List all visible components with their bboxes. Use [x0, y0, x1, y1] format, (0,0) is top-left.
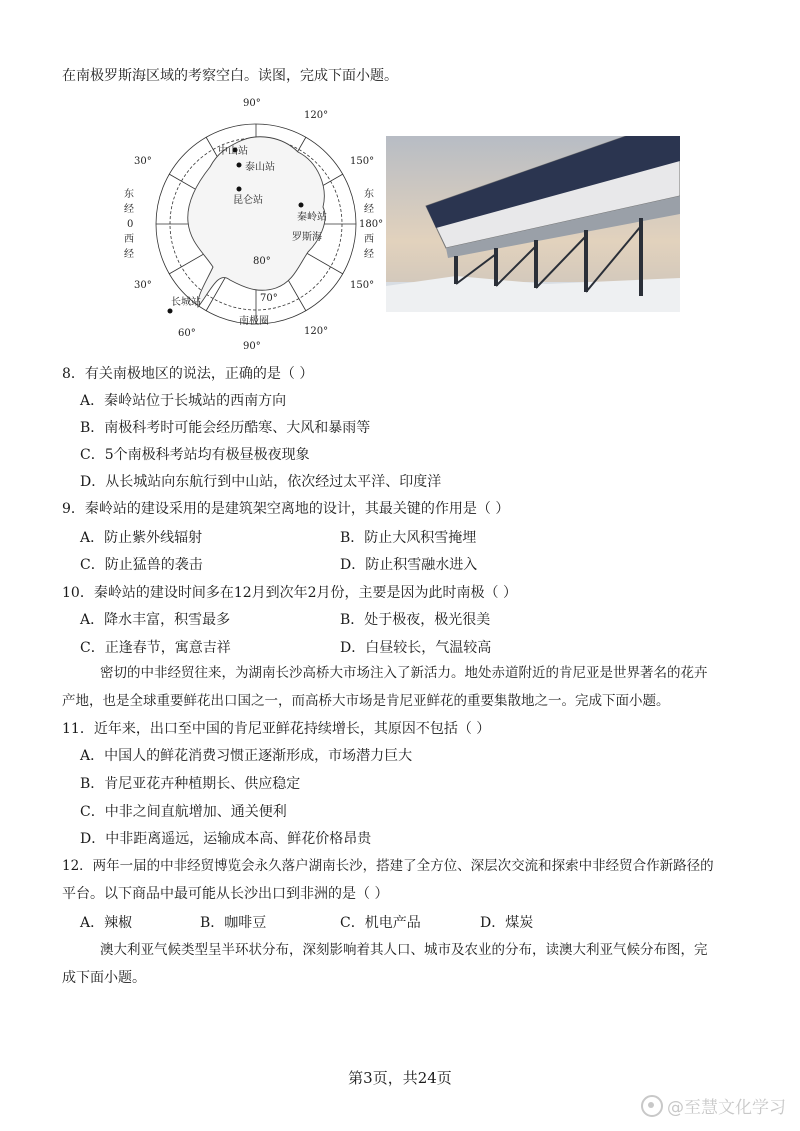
q8-option-c[interactable]: C．5个南极科考站均有极昼极夜现象: [80, 447, 310, 463]
deg-top: 90°: [243, 98, 261, 109]
station-label-zhongshan: 中山站: [218, 146, 248, 157]
q8-option-d[interactable]: D．从长城站向东航行到中山站，依次经过太平洋、印度洋: [80, 474, 442, 490]
deg-top-right: 120°: [304, 110, 329, 121]
deg-lat80: 80°: [253, 256, 271, 267]
q12-stem-line1: 12．两年一届的中非经贸博览会永久落户湖南长沙，搭建了全方位、深层次交流和探索中非经贸合作新路径的: [62, 858, 714, 874]
passage2-line2: 产地，也是全球重要鲜花出口国之一，而高桥大市场是肯尼亚鲜花的重要集散地之一。完成下面小题。: [62, 693, 670, 709]
kunlun-marker: [237, 187, 242, 192]
antarctica-map: [118, 92, 384, 354]
right-side-labels: [359, 187, 383, 260]
deg-bottom-left: 60°: [178, 328, 196, 339]
q10-stem: 10．秦岭站的建设时间多在12月到次年2月份，主要是因为此时南极（ ）: [62, 585, 517, 601]
left-side-labels: [124, 187, 134, 260]
antarctic-circle-label: 南极圈: [239, 316, 269, 327]
q11-option-d[interactable]: D．中非距离遥远，运输成本高、鲜花价格昂贵: [80, 831, 372, 847]
q10-option-c[interactable]: C．正逢春节，寓意吉祥: [80, 640, 231, 656]
watermark-text: @至慧文化学习: [667, 1098, 786, 1118]
station-label-kunlun: 昆仑站: [233, 195, 263, 206]
svg-text:经: 经: [124, 204, 134, 215]
svg-text:0: 0: [127, 219, 134, 230]
q11-option-a[interactable]: A．中国人的鲜花消费习惯正逐渐形成，市场潜力巨大: [80, 748, 413, 764]
q9-option-c[interactable]: C．防止猛兽的袭击: [80, 557, 203, 573]
deg-left-lower: 30°: [134, 280, 152, 291]
station-label-taishan: 泰山站: [245, 162, 275, 173]
q9-option-b[interactable]: B．防止大风积雪掩埋: [340, 530, 477, 546]
passage3-line1: 澳大利亚气候类型呈半环状分布，深刻影响着其人口、城市及农业的分布，读澳大利亚气候分布图，完: [100, 942, 708, 958]
deg-lat70: 70°: [260, 293, 278, 304]
q12-option-c[interactable]: C．机电产品: [340, 915, 421, 931]
svg-text:180°: 180°: [359, 219, 384, 230]
svg-text:西: 西: [124, 234, 134, 245]
q8-stem: 8．有关南极地区的说法，正确的是（ ）: [62, 366, 314, 382]
svg-text:经: 经: [124, 249, 134, 260]
q9-option-a[interactable]: A．防止紫外线辐射: [80, 530, 203, 546]
deg-bottom: 90°: [243, 341, 261, 352]
q8-option-b[interactable]: B．南极科考时可能会经历酷寒、大风和暴雨等: [80, 420, 371, 436]
svg-text:西: 西: [364, 234, 374, 245]
q12-option-a[interactable]: A．辣椒: [80, 915, 133, 931]
watermark: [641, 1093, 786, 1118]
taishan-marker: [237, 163, 242, 168]
q10-option-a[interactable]: A．降水丰富，积雪最多: [80, 612, 231, 628]
deg-left-upper: 30°: [134, 156, 152, 167]
q10-option-d[interactable]: D．白昼较长，气温较高: [340, 640, 492, 656]
ross-sea-label: 罗斯海: [292, 232, 322, 243]
q12-option-b[interactable]: B．咖啡豆: [200, 915, 267, 931]
deg-right-upper: 150°: [350, 156, 375, 167]
page-number: 第3页，共24页: [348, 1069, 452, 1087]
changcheng-marker: [168, 309, 173, 314]
q11-option-b[interactable]: B．肯尼亚花卉种植期长、供应稳定: [80, 776, 301, 792]
q9-option-d[interactable]: D．防止积雪融水进入: [340, 557, 478, 573]
watermark-logo-icon: [641, 1095, 663, 1117]
passage3-line2: 成下面小题。: [62, 970, 146, 986]
svg-text:经: 经: [364, 249, 374, 260]
svg-text:东: 东: [364, 189, 374, 200]
q9-stem: 9．秦岭站的建设采用的是建筑架空离地的设计，其最关键的作用是（ ）: [62, 501, 510, 517]
svg-text:经: 经: [364, 204, 374, 215]
q8-option-a[interactable]: A．秦岭站位于长城站的西南方向: [80, 393, 287, 409]
station-label-qinling: 秦岭站: [297, 212, 327, 223]
deg-bottom-right: 120°: [304, 326, 329, 337]
deg-right-lower: 150°: [350, 280, 375, 291]
station-label-changcheng: 长城站: [171, 297, 201, 308]
q11-option-c[interactable]: C．中非之间直航增加、通关便利: [80, 804, 287, 820]
q11-stem: 11．近年来，出口至中国的肯尼亚鲜花持续增长，其原因不包括（ ）: [62, 721, 491, 737]
q10-option-b[interactable]: B．处于极夜，极光很美: [340, 612, 491, 628]
qinling-station-photo: [386, 136, 680, 312]
q12-option-d[interactable]: D．煤炭: [480, 915, 534, 931]
intro-text: 在南极罗斯海区域的考察空白。读图，完成下面小题。: [62, 68, 398, 84]
qinling-marker: [299, 203, 304, 208]
q12-stem-line2: 平台。以下商品中最可能从长沙出口到非洲的是（ ）: [62, 886, 389, 902]
passage2-line1: 密切的中非经贸往来，为湖南长沙高桥大市场注入了新活力。地处赤道附近的肯尼亚是世界著名的花卉: [100, 665, 708, 681]
svg-text:东: 东: [124, 189, 134, 200]
